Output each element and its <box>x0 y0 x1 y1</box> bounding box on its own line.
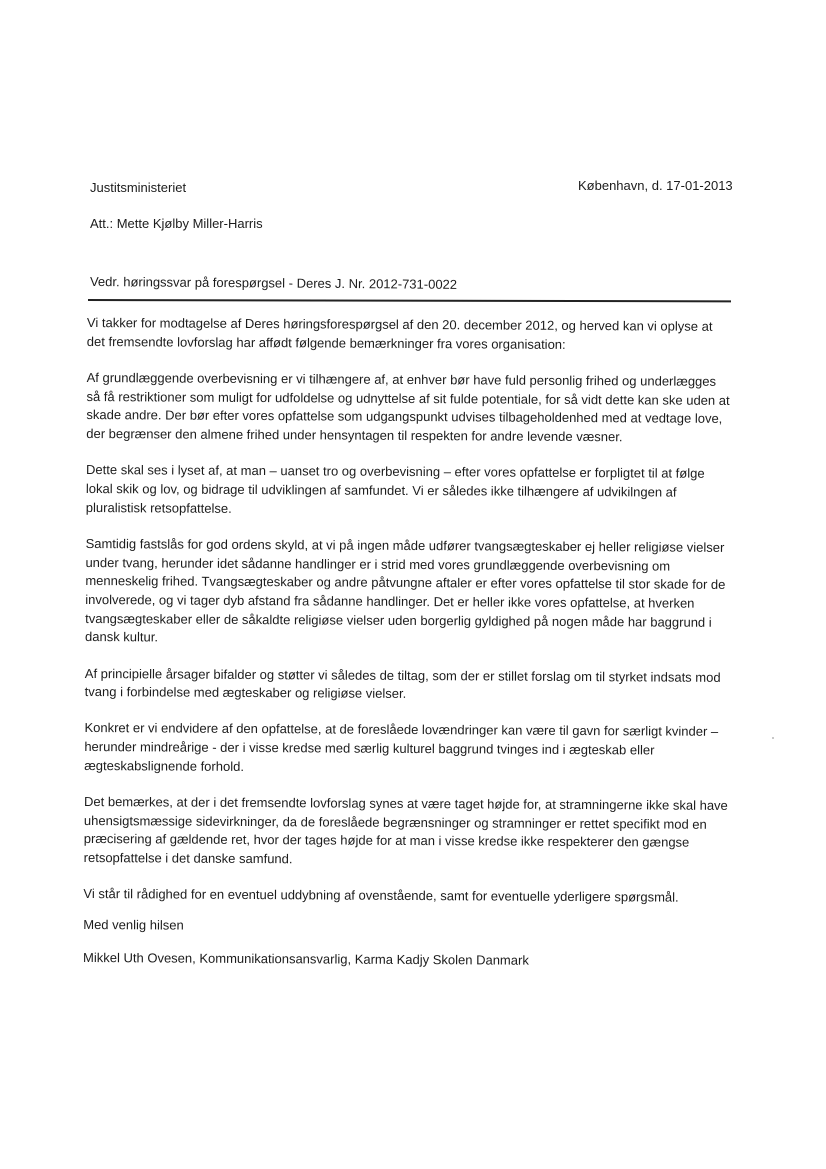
body-paragraph: Konkret er vi endvidere af den opfattelse, at de foreslåede lovændringer kan være til gavn for særligt kvinder – herunder mindreårige - der i visse kredse med særlig kulturel baggrund tvinges ind i ægteskab eller ægteskabslignende forhold. <box>84 720 719 774</box>
recipient-block <box>90 170 263 242</box>
body-paragraph: Det bemærkes, at der i det fremsendte lovforslag synes at være taget højde for, at stramningerne ikke skal have uhensigtsmæssige sidevirkninger, da de foreslåede begrænsninger og stramninger er rettet specifikt mod en præcisering af gældende ret, hvor der tages højde for at man i visse kredse ikke respekterer den gængse retsopfattelse i det danske samfund. <box>83 794 728 867</box>
recipient-organization: Justitsministeriet <box>90 180 187 195</box>
place-date: København, d. 17-01-2013 <box>578 178 733 193</box>
body-paragraph: Vi står til rådighed for en eventuel uddybning af ovenstående, samt for eventuelle yderligere spørgsmål. <box>83 886 679 905</box>
body-paragraph: Samtidig fastslås for god ordens skyld, at vi på ingen måde udfører tvangsægteskaber ej heller religiøse vielser under tvang, herunder idet sådanne handlinger er i strid med vores grundlæggende overbevisning om menneskelig frihed. Tvangsægteskaber og andre påtvungne aftaler er efter vores opfattelse til stor skade for de involverede, og vi tager dyb afstand fra sådanne handlinger. Det er heller ikke vores opfattelse, at hverken tvangsægteskaber eller de såkaldte religiøse vielser uden borgerlig gyldighed på nogen måde har baggrund i dansk kultur. <box>84 535 726 645</box>
closing-salutation: Med venlig hilsen <box>83 917 184 933</box>
scan-speck <box>772 737 774 739</box>
body-paragraph: Af principielle årsager bifalder og støtter vi således de tiltag, som der er stillet forslag om til styrket indsats mod tvang i forbindelse med ægteskaber og religiøse vielser. <box>84 665 721 702</box>
body-paragraph: Vi takker for modtagelse af Deres høringsforespørgsel af den 20. december 2012, og herved kan vi oplyse at det fremsendte lovforslag har affødt følgende bemærkninger fra vores organisation: <box>86 314 713 352</box>
body-paragraph: Af grundlæggende overbevisning er vi tilhængere af, at enhver bør have fuld personlig frihed og underlægges så få restriktioner som muligt for udfoldelse og udnyttelse af sit fulde potentiale, for så vidt dette kan ske uden at skade andre. Der bør efter vores opfattelse som udgangspunkt udvises tilbageholdenhed med at vedtage love, der begrænser den almene frihed under hensyntagen til respekten for andre levende væsner. <box>86 369 730 445</box>
body-paragraph: Dette skal ses i lyset af, at man – uanset tro og overbevisning – efter vores opfattelse er forpligtet til at følge lokal skik og lov, og bidrage til udviklingen af samfundet. Vi er således ikke tilhængere af udvikilngen af pluralistisk retsopfattelse. <box>85 462 705 516</box>
subject-divider <box>88 299 731 302</box>
letter-body <box>83 314 732 989</box>
signature: Mikkel Uth Ovesen, Kommunikationsansvarlig, Karma Kadjy Skolen Danmark <box>83 949 529 968</box>
recipient-attention: Att.: Mette Kjølby Miller-Harris <box>90 216 263 231</box>
subject-line: Vedr. høringssvar på forespørgsel - Deres J. Nr. 2012-731-0022 <box>89 274 458 292</box>
